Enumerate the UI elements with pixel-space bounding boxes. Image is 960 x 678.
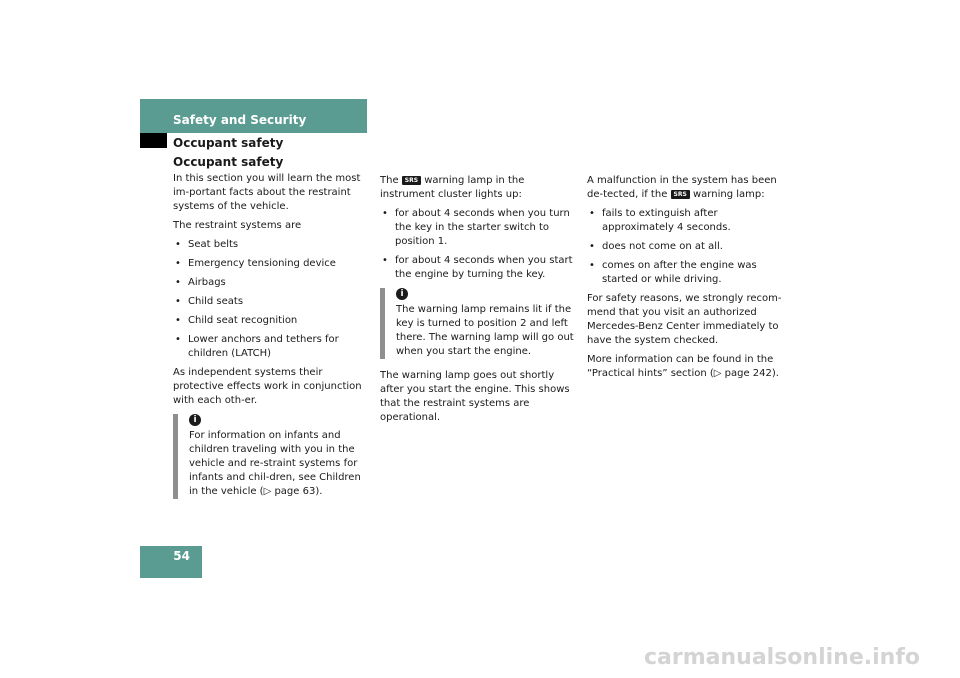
note-text: For information on infants and children traveling with you in the vehicle and re-straint systems for infants and chil-dren, see Children in the vehicle (▷ page 63). (189, 430, 361, 497)
list-item: • Child seat recognition (173, 314, 373, 328)
note-bar (173, 414, 178, 499)
lamp-conditions-list (380, 207, 580, 282)
column-3 (587, 174, 787, 386)
info-icon: i (189, 414, 201, 426)
malfunction-text-before: A malfunction in the system has been de-tected, if the (587, 175, 777, 200)
srs-warning-lamp-icon: SRS (671, 190, 690, 199)
list-item: • comes on after the engine was started or while driving. (587, 259, 787, 287)
lamp-out-paragraph: The warning lamp goes out shortly after you start the engine. This shows that the restraint systems are operational. (380, 370, 570, 423)
list-item: • does not come on at all. (587, 240, 787, 254)
list-item: • Lower anchors and tethers for children (LATCH) (173, 333, 373, 361)
watermark: carmanualsonline.info (644, 645, 920, 670)
header-title: Safety and Security (173, 113, 307, 127)
malfunction-paragraph (587, 174, 787, 202)
info-icon: i (396, 288, 408, 300)
page-number: 54 (173, 549, 190, 563)
closing-paragraph: As independent systems their protective effects work in conjunction with each oth-er. (173, 367, 362, 406)
list-intro: The restraint systems are (173, 220, 302, 231)
column-1 (173, 155, 373, 509)
list-item: • Airbags (173, 276, 373, 290)
page-heading: Occupant safety (173, 155, 284, 169)
lamp-paragraph (380, 174, 580, 202)
list-item: • for about 4 seconds when you turn the key in the starter switch to position 1. (380, 207, 580, 249)
list-item: • for about 4 seconds when you start the engine by turning the key. (380, 254, 580, 282)
restraint-systems-list (173, 238, 373, 361)
note-bar (380, 288, 385, 359)
list-item: • Child seats (173, 295, 373, 309)
lamp-text-after: warning lamp in the instrument cluster lights up: (380, 175, 525, 200)
section-title: Occupant safety (173, 136, 284, 150)
malfunction-list (587, 207, 787, 287)
info-note (380, 288, 580, 359)
list-item: • fails to extinguish after approximately 4 seconds. (587, 207, 787, 235)
list-item: • Seat belts (173, 238, 373, 252)
info-note (173, 414, 373, 499)
recommendation-paragraph: For safety reasons, we strongly recom-mend that you visit an authorized Mercedes-Benz Center immediately to have the system checked. (587, 293, 782, 346)
column-2 (380, 174, 580, 430)
lamp-text-before: The (380, 175, 399, 186)
page-number-box (140, 546, 202, 578)
srs-warning-lamp-icon: SRS (402, 176, 421, 185)
more-info-paragraph: More information can be found in the “Practical hints” section (▷ page 242). (587, 354, 779, 379)
note-text: The warning lamp remains lit if the key is turned to position 2 and left there. The warning lamp will go out when you start the engine. (396, 304, 574, 357)
malfunction-text-after: warning lamp: (693, 189, 765, 200)
list-item: • Emergency tensioning device (173, 257, 373, 271)
intro-paragraph: In this section you will learn the most im-portant facts about the restraint systems of the vehicle. (173, 173, 361, 212)
section-marker (140, 133, 167, 148)
